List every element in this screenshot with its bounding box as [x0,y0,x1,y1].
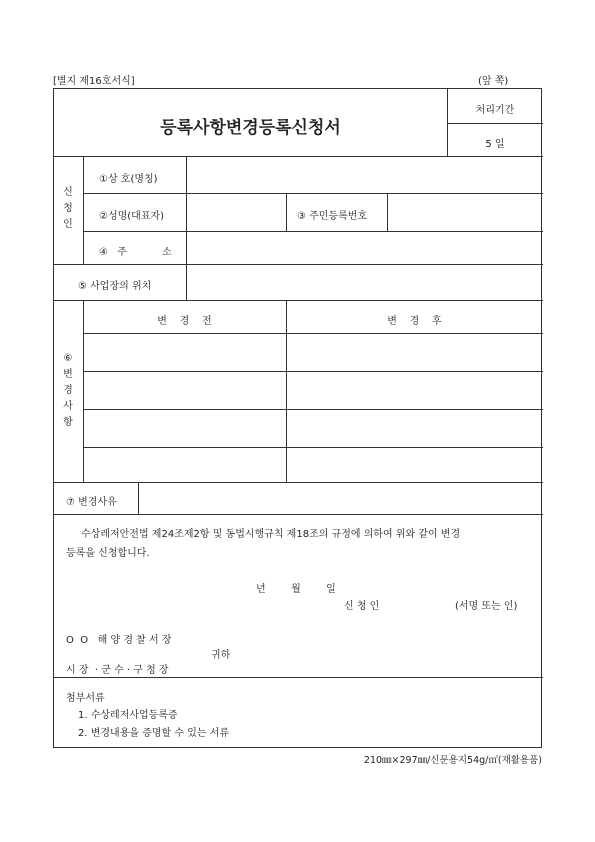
honorific: 귀하 [211,650,231,661]
form-title: 등록사항변경등록신청서 [160,118,341,138]
page-side-label: (앞 쪽) [478,76,509,87]
before-change-header: 변 경 전 [157,316,212,327]
representative-name-field[interactable] [187,194,285,230]
after-change-cell[interactable] [287,410,542,446]
before-change-cell[interactable] [84,372,285,408]
representative-name-label: ②성명(대표자) [99,211,165,222]
attachments-title: 첨부서류 [66,693,105,704]
applicant-signature-label: 신 청 인 [344,601,380,612]
statement-line-1: 수상레저안전법 제24조제2항 및 동법시행규칙 제18조의 규정에 의하여 위와 같이 변경 [81,529,461,540]
application-date: 년 월 일 [256,584,336,595]
application-form [53,88,542,748]
form-number: [별지 제16호서식] [53,76,135,87]
attachment-item: 2. 변경내용을 증명할 수 있는 서류 [78,728,230,739]
changes-section-label: ⑥ 변 경 사 항 [63,353,73,428]
after-change-cell[interactable] [287,372,542,408]
before-change-cell[interactable] [84,410,285,446]
resident-number-label: ③ 주민등록번호 [297,211,368,222]
workplace-location-field[interactable] [187,265,542,299]
after-change-cell[interactable] [287,448,542,481]
resident-number-field[interactable] [388,194,542,230]
change-reason-label: ⑦ 변경사유 [66,497,117,508]
after-change-cell[interactable] [287,334,542,370]
processing-period-value: 5 일 [485,139,505,150]
processing-period-label: 처리기간 [475,105,515,116]
trade-name-field[interactable] [187,157,542,192]
signature-placeholder: (서명 또는 인) [455,601,518,612]
address-field[interactable] [187,232,542,263]
address-label: ④ 주 소 [99,247,172,258]
workplace-location-label: ⑤ 사업장의 위치 [78,281,152,292]
statement-line-2: 등록을 신청합니다. [66,548,150,559]
change-reason-field[interactable] [139,483,542,513]
attachment-item: 1. 수상레저사업등록증 [78,710,178,721]
trade-name-label: ①상 호(명칭) [99,174,158,185]
applicant-section-label: 신 청 인 [63,187,73,230]
before-change-cell[interactable] [84,334,285,370]
addressee-local-government: 시 장 · 군 수 · 구 청 장 [66,665,169,676]
before-change-cell[interactable] [84,448,285,481]
paper-spec-footer: 210㎜×297㎜/신문용지54g/㎡(재활용품) [363,755,542,766]
addressee-coast-guard: O O 해 양 경 찰 서 장 [66,635,172,646]
after-change-header: 변 경 후 [387,316,442,327]
